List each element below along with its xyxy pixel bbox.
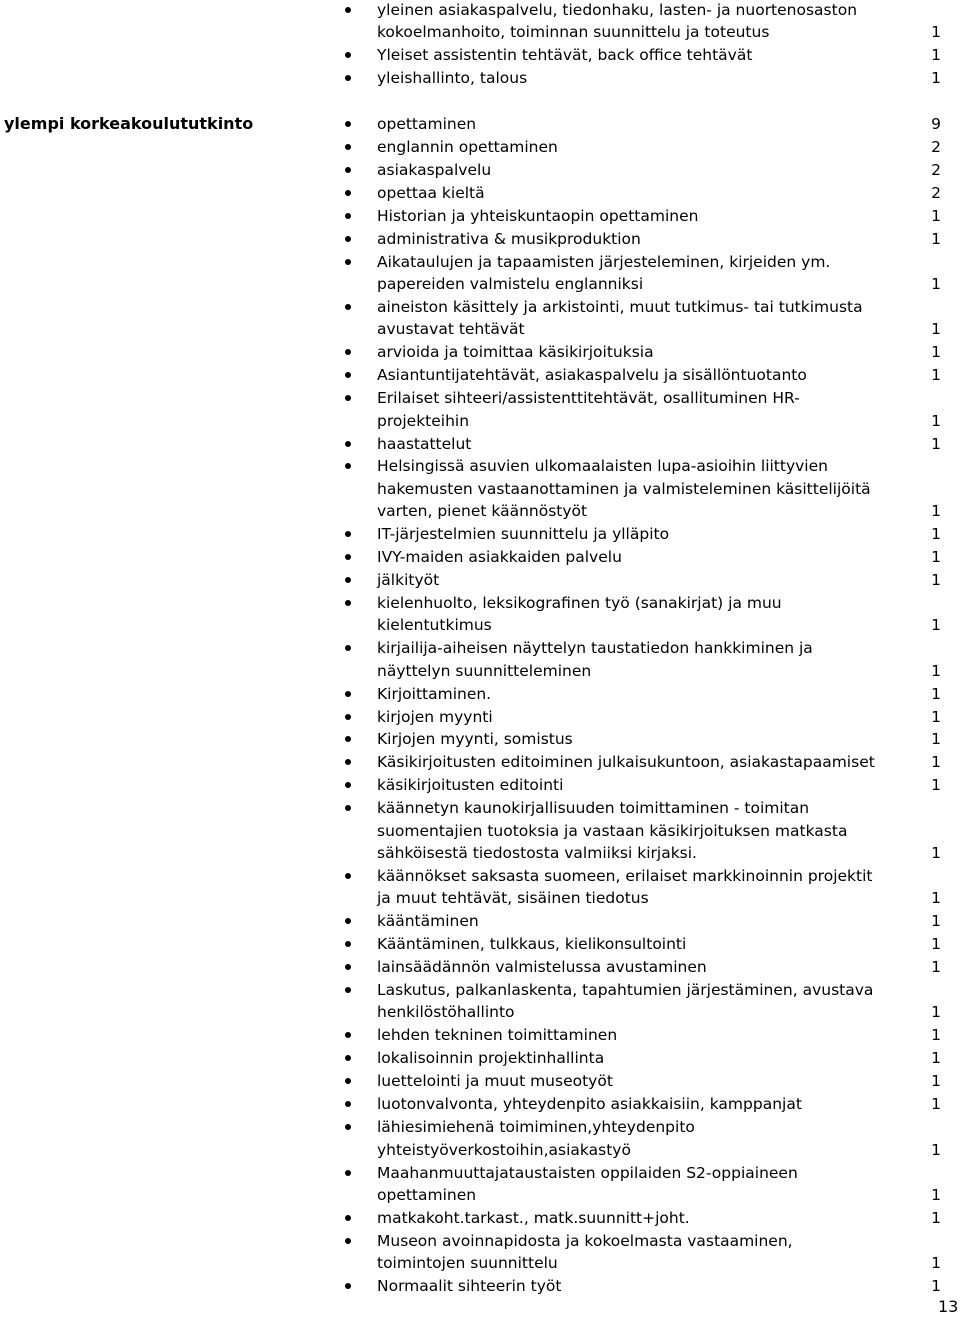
item-count: 1 [931,1208,941,1227]
item-text: lokalisoinnin projektinhallinta [377,1049,605,1068]
list-item [340,683,944,705]
list-item [340,1024,944,1046]
item-count: 1 [931,707,941,726]
bullet-icon [345,1283,351,1289]
bullet-icon [345,1238,351,1244]
item-count: 2 [931,183,941,202]
list-item [340,251,944,296]
item-count: 1 [931,1026,941,1045]
list-item [340,910,944,932]
bullet-icon [345,1055,351,1061]
item-count: 1 [931,935,941,954]
list-item [340,865,944,910]
item-count: 1 [931,1140,941,1159]
list-item [340,933,944,955]
item-text: Erilaiset sihteeri/assistenttitehtävät, osallituminen HR- [377,389,800,408]
item-text: Helsingissä asuvien ulkomaalaisten lupa-asioihin liittyvien [377,457,828,476]
item-count: 1 [931,1072,941,1091]
list-item [340,637,944,682]
item-text: Normaalit sihteerin työt [377,1277,562,1296]
list-item [340,706,944,728]
list-item [340,546,944,568]
item-count: 1 [931,320,941,339]
item-count: 1 [931,343,941,362]
bullet-icon [345,75,351,81]
bullet-icon [345,259,351,265]
item-text: Kirjojen myynti, somistus [377,730,573,749]
item-count: 1 [931,1095,941,1114]
item-count: 1 [931,548,941,567]
list-item [340,296,944,341]
list-item [340,44,944,66]
item-text: IT-järjestelmien suunnittelu ja ylläpito [377,525,670,544]
item-text: Historian ja yhteiskuntaopin opettaminen [377,206,699,225]
bullet-icon [345,463,351,469]
item-count: 1 [931,661,941,680]
item-text: kirjailija-aiheisen näyttelyn taustatiedon hankkiminen ja [377,639,813,658]
bullet-icon [345,577,351,583]
bullet-icon [345,714,351,720]
item-count: 2 [931,137,941,156]
item-text: Laskutus, palkanlaskenta, tapahtumien järjestäminen, avustava [377,981,874,1000]
item-text: yleishallinto, talous [377,69,528,88]
list-item [340,159,944,181]
item-text: opettaminen [377,115,477,133]
bullet-icon [345,213,351,219]
list-item [340,751,944,773]
item-text: luotonvalvonta, yhteydenpito asiakkaisiin, kamppanjat [377,1095,802,1114]
item-text: kielentutkimus [377,616,492,635]
list-item [340,1093,944,1115]
bullet-icon [345,1032,351,1038]
item-text: englannin opettaminen [377,137,558,156]
list-item [340,592,944,637]
item-text: Kääntäminen, tulkkaus, kielikonsultointi [377,935,687,954]
item-count: 1 [931,366,941,385]
item-text: lehden tekninen toimittaminen [377,1026,618,1045]
item-count: 1 [931,616,941,635]
list-item [340,728,944,750]
item-text: asiakaspalvelu [377,160,492,179]
item-text: opettaminen [377,1185,477,1204]
degree-group-title: ylempi korkeakoulututkinto [4,114,254,133]
list-item [340,1116,944,1161]
item-text: Aikataulujen ja tapaamisten järjesteleminen, kirjeiden ym. [377,252,831,271]
list-item [340,523,944,545]
item-text: matkakoht.tarkast., matk.suunnitt+joht. [377,1208,690,1227]
item-text: kirjojen myynti [377,707,493,726]
item-count: 1 [931,229,941,248]
item-text: avustavat tehtävät [377,320,525,339]
page-number: 13 [938,1297,959,1316]
item-count: 1 [931,776,941,795]
list-item [340,1275,944,1297]
item-text: kääntäminen [377,912,479,931]
bullet-icon [345,190,351,196]
bullet-icon [345,1215,351,1221]
item-text: kokoelmanhoito, toiminnan suunnittelu ja toteutus [377,23,770,42]
item-count: 1 [931,1049,941,1068]
bullet-icon [345,304,351,310]
bullet-icon [345,873,351,879]
item-count: 2 [931,160,941,179]
item-text: haastattelut [377,434,472,453]
list-item [340,0,944,44]
item-text: Yleiset assistentin tehtävät, back office tehtävät [377,46,753,65]
item-count: 9 [931,115,941,133]
item-text: näyttelyn suunnitteleminen [377,661,592,680]
bullet-icon [345,144,351,150]
item-count: 1 [931,1277,941,1296]
item-text: ja muut tehtävät, sisäinen tiedotus [377,889,649,908]
bullet-icon [345,645,351,651]
item-text: yleinen asiakaspalvelu, tiedonhaku, lasten- ja nuortenosaston [377,1,858,19]
bullet-icon [345,1124,351,1130]
item-count: 1 [931,843,941,862]
item-count: 1 [931,275,941,294]
bullet-icon [345,372,351,378]
item-text: käännetyn kaunokirjallisuuden toimittaminen - toimitan [377,799,810,818]
item-count: 1 [931,889,941,908]
item-text: administrativa & musikproduktion [377,229,641,248]
list-item [340,956,944,978]
bullet-icon [345,7,351,13]
bullet-icon [345,121,351,127]
item-text: hakemusten vastaanottaminen ja valmisteleminen käsittelijöitä [377,479,871,498]
bullet-icon [345,52,351,58]
list-item [340,569,944,591]
bullet-icon [345,554,351,560]
list-item [340,774,944,796]
item-text: käännökset saksasta suomeen, erilaiset markkinoinnin projektit [377,866,873,885]
item-count: 1 [931,958,941,977]
item-text: Asiantuntijatehtävät, asiakaspalvelu ja sisällöntuotanto [377,366,807,385]
item-text: Kirjoittaminen. [377,684,492,703]
bullet-icon [345,349,351,355]
item-text: Museon avoinnapidosta ja kokoelmasta vastaaminen, [377,1231,793,1250]
item-count: 1 [931,69,941,88]
list-item [340,136,944,158]
item-text: lainsäädännön valmistelussa avustaminen [377,958,707,977]
bullet-icon [345,1078,351,1084]
item-count: 1 [931,753,941,772]
item-count: 1 [931,23,941,42]
item-text: suomentajien tuotoksia ja vastaan käsikirjoituksen matkasta [377,821,848,840]
bullet-icon [345,964,351,970]
bullet-icon [345,918,351,924]
list-item [340,1207,944,1229]
item-text: IVY-maiden asiakkaiden palvelu [377,548,622,567]
bullet-icon [345,805,351,811]
bullet-icon [345,736,351,742]
item-count: 1 [931,684,941,703]
bullet-icon [345,987,351,993]
item-count: 1 [931,730,941,749]
item-text: Maahanmuuttajataustaisten oppilaiden S2-oppiaineen [377,1163,798,1182]
bullet-icon [345,395,351,401]
bullet-icon [345,1101,351,1107]
item-text: henkilöstöhallinto [377,1003,515,1022]
bullet-icon [345,691,351,697]
list-item [340,228,944,250]
item-count: 1 [931,46,941,65]
list-item [340,182,944,204]
list-item [340,387,944,432]
item-text: toimintojen suunnittelu [377,1254,558,1273]
item-count: 1 [931,525,941,544]
list-item [340,1047,944,1069]
bullet-icon [345,782,351,788]
item-text: sähköisestä tiedostosta valmiiksi kirjaksi. [377,843,697,862]
item-text: arvioida ja toimittaa käsikirjoituksia [377,343,654,362]
list-item [340,1230,944,1275]
bullet-icon [345,441,351,447]
list-item [340,205,944,227]
item-text: aineiston käsittely ja arkistointi, muut tutkimus- tai tutkimusta [377,298,863,316]
list-item [340,433,944,455]
item-count: 1 [931,502,941,521]
item-count: 1 [931,434,941,453]
list-item [340,67,944,89]
item-count: 1 [931,411,941,430]
item-text: varten, pienet käännöstyöt [377,502,588,521]
item-count: 1 [931,1254,941,1273]
item-count: 1 [931,1003,941,1022]
bullet-icon [345,600,351,606]
item-text: projekteihin [377,411,470,430]
item-count: 1 [931,571,941,589]
list-item [340,113,944,135]
bullet-icon [345,941,351,947]
item-text: lähiesimiehenä toimiminen,yhteydenpito [377,1118,695,1137]
list-item [340,1070,944,1092]
list-item [340,364,944,386]
list-item [340,341,944,363]
item-count: 1 [931,206,941,225]
list-item [340,1162,944,1207]
item-count: 1 [931,1185,941,1204]
item-count: 1 [931,912,941,931]
item-text: opettaa kieltä [377,183,485,202]
bullet-icon [345,1170,351,1176]
item-text: luettelointi ja muut museotyöt [377,1072,613,1091]
bullet-icon [345,236,351,242]
bullet-icon [345,167,351,173]
item-text: jälkityöt [377,571,440,589]
bullet-icon [345,531,351,537]
item-text: käsikirjoitusten editointi [377,776,564,795]
item-text: yhteistyöverkostoihin,asiakastyö [377,1140,631,1159]
list-item [340,797,944,864]
item-text: Käsikirjoitusten editoiminen julkaisukuntoon, asiakastapaamiset [377,753,875,772]
bullet-icon [345,759,351,765]
item-text: papereiden valmistelu englanniksi [377,275,644,294]
list-item [340,455,944,522]
list-item [340,979,944,1024]
item-text: kielenhuolto, leksikografinen työ (sanakirjat) ja muu [377,593,782,612]
